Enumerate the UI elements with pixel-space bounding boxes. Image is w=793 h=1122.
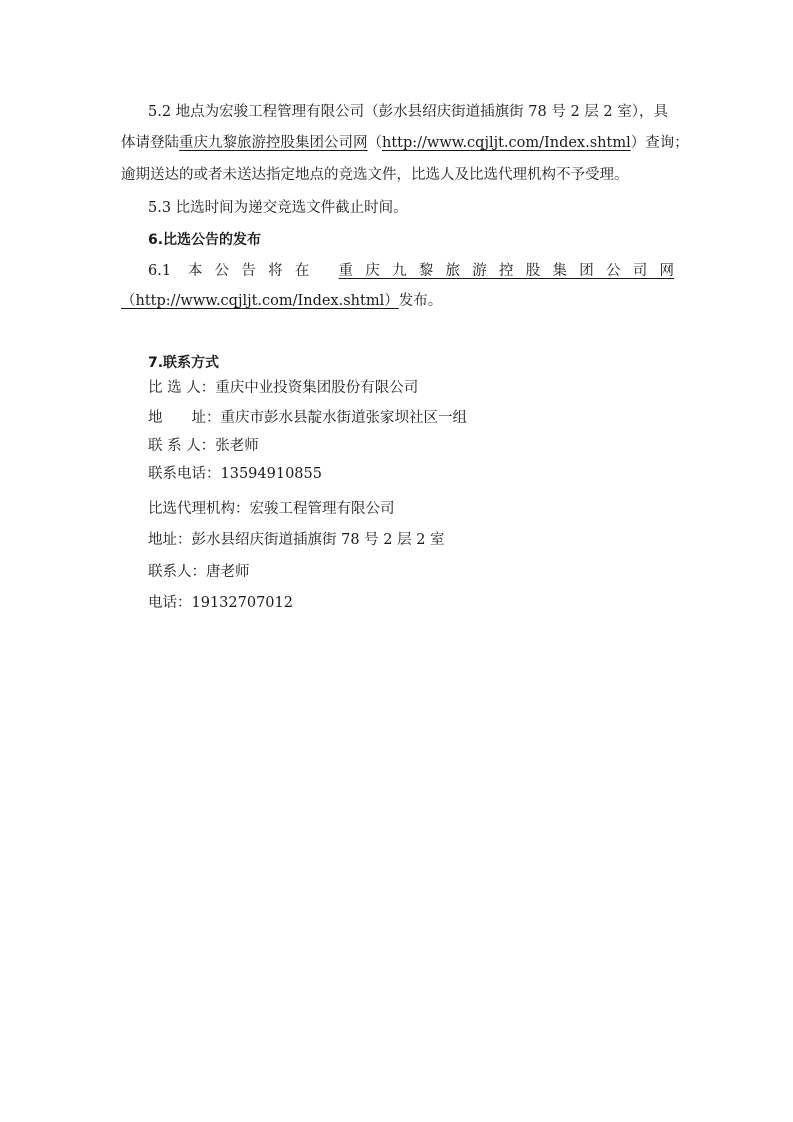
group-website-link[interactable]: 重庆九黎旅游控股集团公司网: [179, 135, 368, 151]
agent-contact-value: 唐老师: [206, 564, 250, 580]
agent-phone-value: 19132707012: [191, 595, 293, 611]
para-5-2-line-1: [148, 103, 668, 121]
section-7-heading: 7.联系方式: [148, 355, 220, 371]
agent-phone-label: 电话：: [148, 595, 192, 611]
section-6-heading: 6.比选公告的发布: [148, 232, 262, 248]
phone-label: 联系电话：: [148, 466, 221, 482]
para-6-1-text-2b: 发布。: [398, 293, 443, 309]
address-value: 重庆市彭水县靛水街道张家坝社区一组: [220, 410, 467, 426]
contact-person-row: [148, 437, 259, 455]
agent-row: [148, 500, 395, 518]
para-5-2-line-3: [121, 166, 629, 184]
para-5-2-text-1: 5.2 地点为宏骏工程管理有限公司（彭水县绍庆街道插旗街 78 号 2 层 2 室），具: [148, 104, 668, 120]
contact-address-row: [148, 409, 467, 427]
para-5-3-text: 5.3 比选时间为递交竞选文件截止时间。: [148, 200, 408, 216]
contact-value: 张老师: [215, 438, 259, 454]
agent-label: 比选代理机构：: [148, 501, 250, 517]
agent-address-value: 彭水县绍庆街道插旗街 78 号 2 层 2 室: [191, 532, 445, 548]
para-5-2-text-2c: ）查询；: [630, 135, 689, 151]
contact-purchaser-row: [148, 379, 418, 397]
agent-address-label: 地址：: [148, 532, 192, 548]
agent-contact-row: [148, 563, 250, 581]
para-5-2-line-2: [121, 134, 689, 152]
contact-label: 联 系 人：: [148, 438, 216, 454]
para-5-2-text-2b: （: [367, 135, 382, 151]
para-5-3: [148, 199, 408, 217]
phone-value: 13594910855: [220, 466, 322, 482]
agent-contact-label: 联系人：: [148, 564, 206, 580]
agent-address-row: [148, 531, 445, 549]
address-label: 地 址：: [148, 410, 221, 426]
para-5-2-text-2a: 体请登陆: [121, 135, 179, 151]
para-6-1-line-1: [121, 262, 674, 280]
agent-phone-row: [148, 594, 293, 612]
purchaser-label: 比 选 人：: [148, 380, 216, 396]
purchaser-value: 重庆中业投资集团股份有限公司: [215, 380, 419, 396]
group-website-url[interactable]: http://www.cqjljt.com/Index.shtml: [382, 135, 631, 151]
contact-phone-row: [148, 465, 322, 483]
group-website-link-6[interactable]: 重庆九黎旅游控股集团公司网: [338, 263, 675, 279]
para-6-1-line-2: [121, 292, 442, 310]
para-5-2-text-3: 逾期送达的或者未送达指定地点的竞选文件，比选人及比选代理机构不予受理。: [121, 167, 629, 183]
para-6-1-text-1a: 6.1 本公告将在: [148, 263, 322, 279]
agent-value: 宏骏工程管理有限公司: [249, 501, 395, 517]
group-website-url-6[interactable]: （http://www.cqjljt.com/Index.shtml）: [121, 293, 399, 309]
